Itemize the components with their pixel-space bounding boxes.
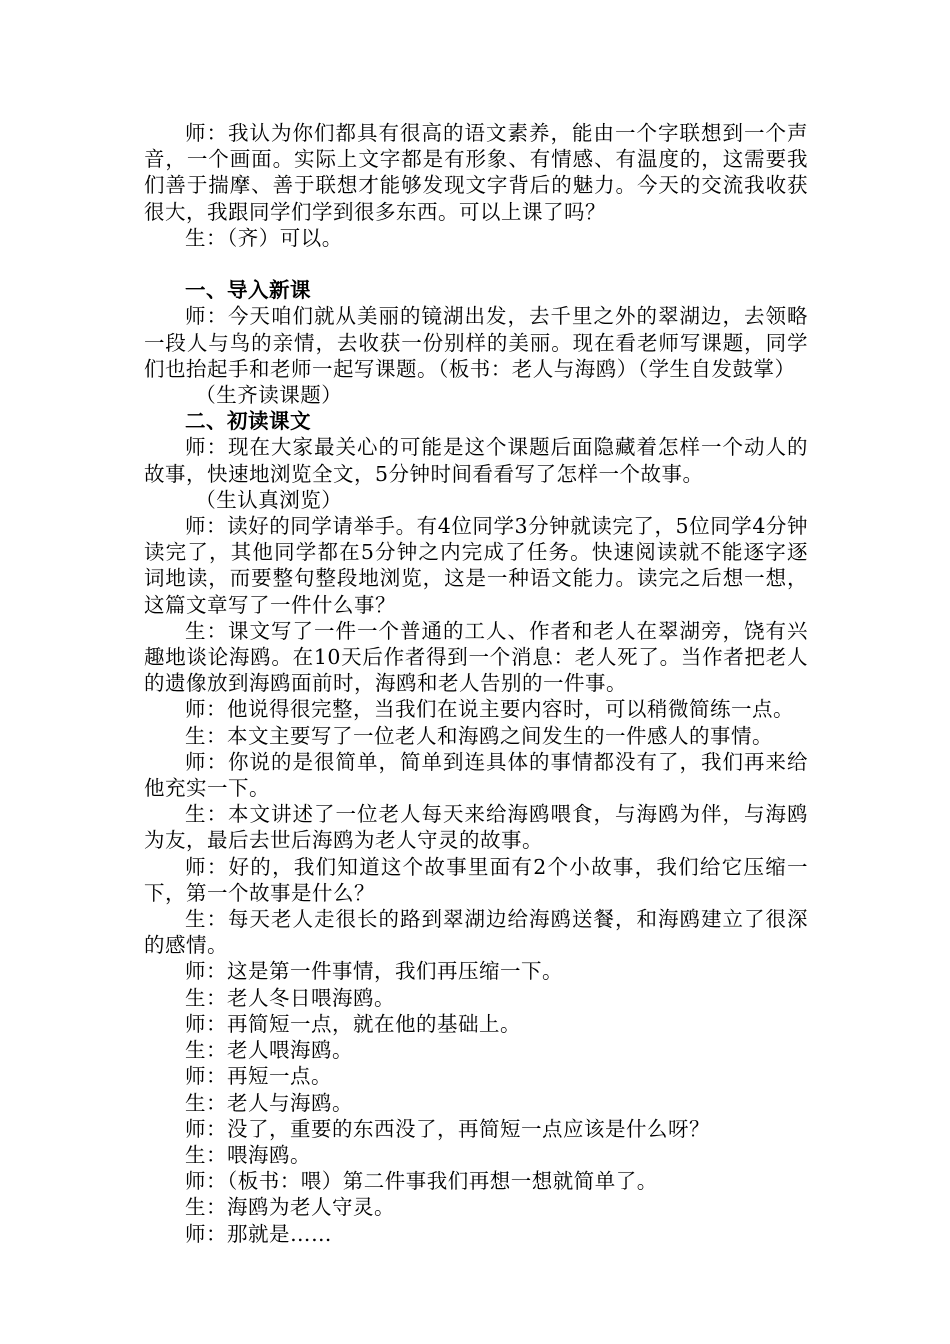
paragraph: 师：再简短一点，就在他的基础上。 [185, 1011, 521, 1036]
paragraph: 师：那就是…… [185, 1221, 332, 1246]
stage-note: （生认真浏览） [195, 487, 343, 512]
paragraph: 生：每天老人走很长的路到翠湖边给海鸥送餐，和海鸥建立了很深的感情。 [144, 907, 808, 958]
paragraph: 师：他说得很完整，当我们在说主要内容时，可以稍微简练一点。 [185, 697, 794, 722]
paragraph: 师：没了，重要的东西没了，再简短一点应该是什么呀？ [185, 1116, 710, 1141]
paragraph: 师：现在大家最关心的可能是这个课题后面隐藏着怎样一个动人的故事，快速地浏览全文，5分钟时间看看写了怎样一个故事。 [144, 435, 808, 486]
paragraph: 生：本文讲述了一位老人每天来给海鸥喂食，与海鸥为伴，与海鸥为友，最后去世后海鸥为老人守灵的故事。 [144, 802, 808, 853]
paragraph: 师：（板书：喂）第二件事我们再想一想就简单了。 [185, 1169, 658, 1194]
paragraph: 师：这是第一件事情，我们再压缩一下。 [185, 959, 563, 984]
paragraph: 师：今天咱们就从美丽的镜湖出发，去千里之外的翠湖边，去领略一段人与鸟的亲情，去收获一份别样的美丽。现在看老师写课题，同学们也抬起手和老师一起写课题。（板书：老人与海鸥）（学生自发鼓掌） [144, 304, 808, 381]
document-page [144, 120, 808, 1247]
section-heading: 一、导入新课 [185, 278, 311, 303]
paragraph: 生：老人冬日喂海鸥。 [185, 985, 395, 1010]
section-heading: 二、初读课文 [185, 409, 311, 434]
paragraph: 生：（齐）可以。 [185, 225, 343, 250]
paragraph: 生：海鸥为老人守灵。 [185, 1195, 395, 1220]
paragraph: 师：再短一点。 [185, 1064, 332, 1089]
paragraph: 生：老人与海鸥。 [185, 1090, 353, 1115]
paragraph: 师：好的，我们知道这个故事里面有2个小故事，我们给它压缩一下，第一个故事是什么？ [144, 854, 808, 905]
paragraph: 生：喂海鸥。 [185, 1142, 311, 1167]
paragraph: 生：老人喂海鸥。 [185, 1038, 353, 1063]
paragraph: 生：本文主要写了一位老人和海鸥之间发生的一件感人的事情。 [185, 723, 773, 748]
paragraph: 师：读好的同学请举手。有4位同学3分钟就读完了，5位同学4分钟读完了，其他同学都在5分钟之内完成了任务。快速阅读就不能逐字逐词地读，而要整句整段地浏览，这是一种语文能力。读完之后想一想，这篇文章写了一件什么事？ [144, 514, 808, 617]
stage-note: （生齐读课题） [195, 383, 343, 408]
paragraph: 师：我认为你们都具有很高的语文素养，能由一个字联想到一个声音，一个画面。实际上文字都是有形象、有情感、有温度的，这需要我们善于揣摩、善于联想才能够发现文字背后的魅力。今天的交流我收获很大，我跟同学们学到很多东西。可以上课了吗？ [144, 121, 808, 224]
blank-line [144, 251, 808, 277]
paragraph: 师：你说的是很简单，简单到连具体的事情都没有了，我们再来给他充实一下。 [144, 749, 808, 801]
paragraph: 生：课文写了一件一个普通的工人、作者和老人在翠湖旁，饶有兴趣地谈论海鸥。在10天后作者得到一个消息：老人死了。当作者把老人的遗像放到海鸥面前时，海鸥和老人告别的一件事。 [144, 618, 808, 696]
